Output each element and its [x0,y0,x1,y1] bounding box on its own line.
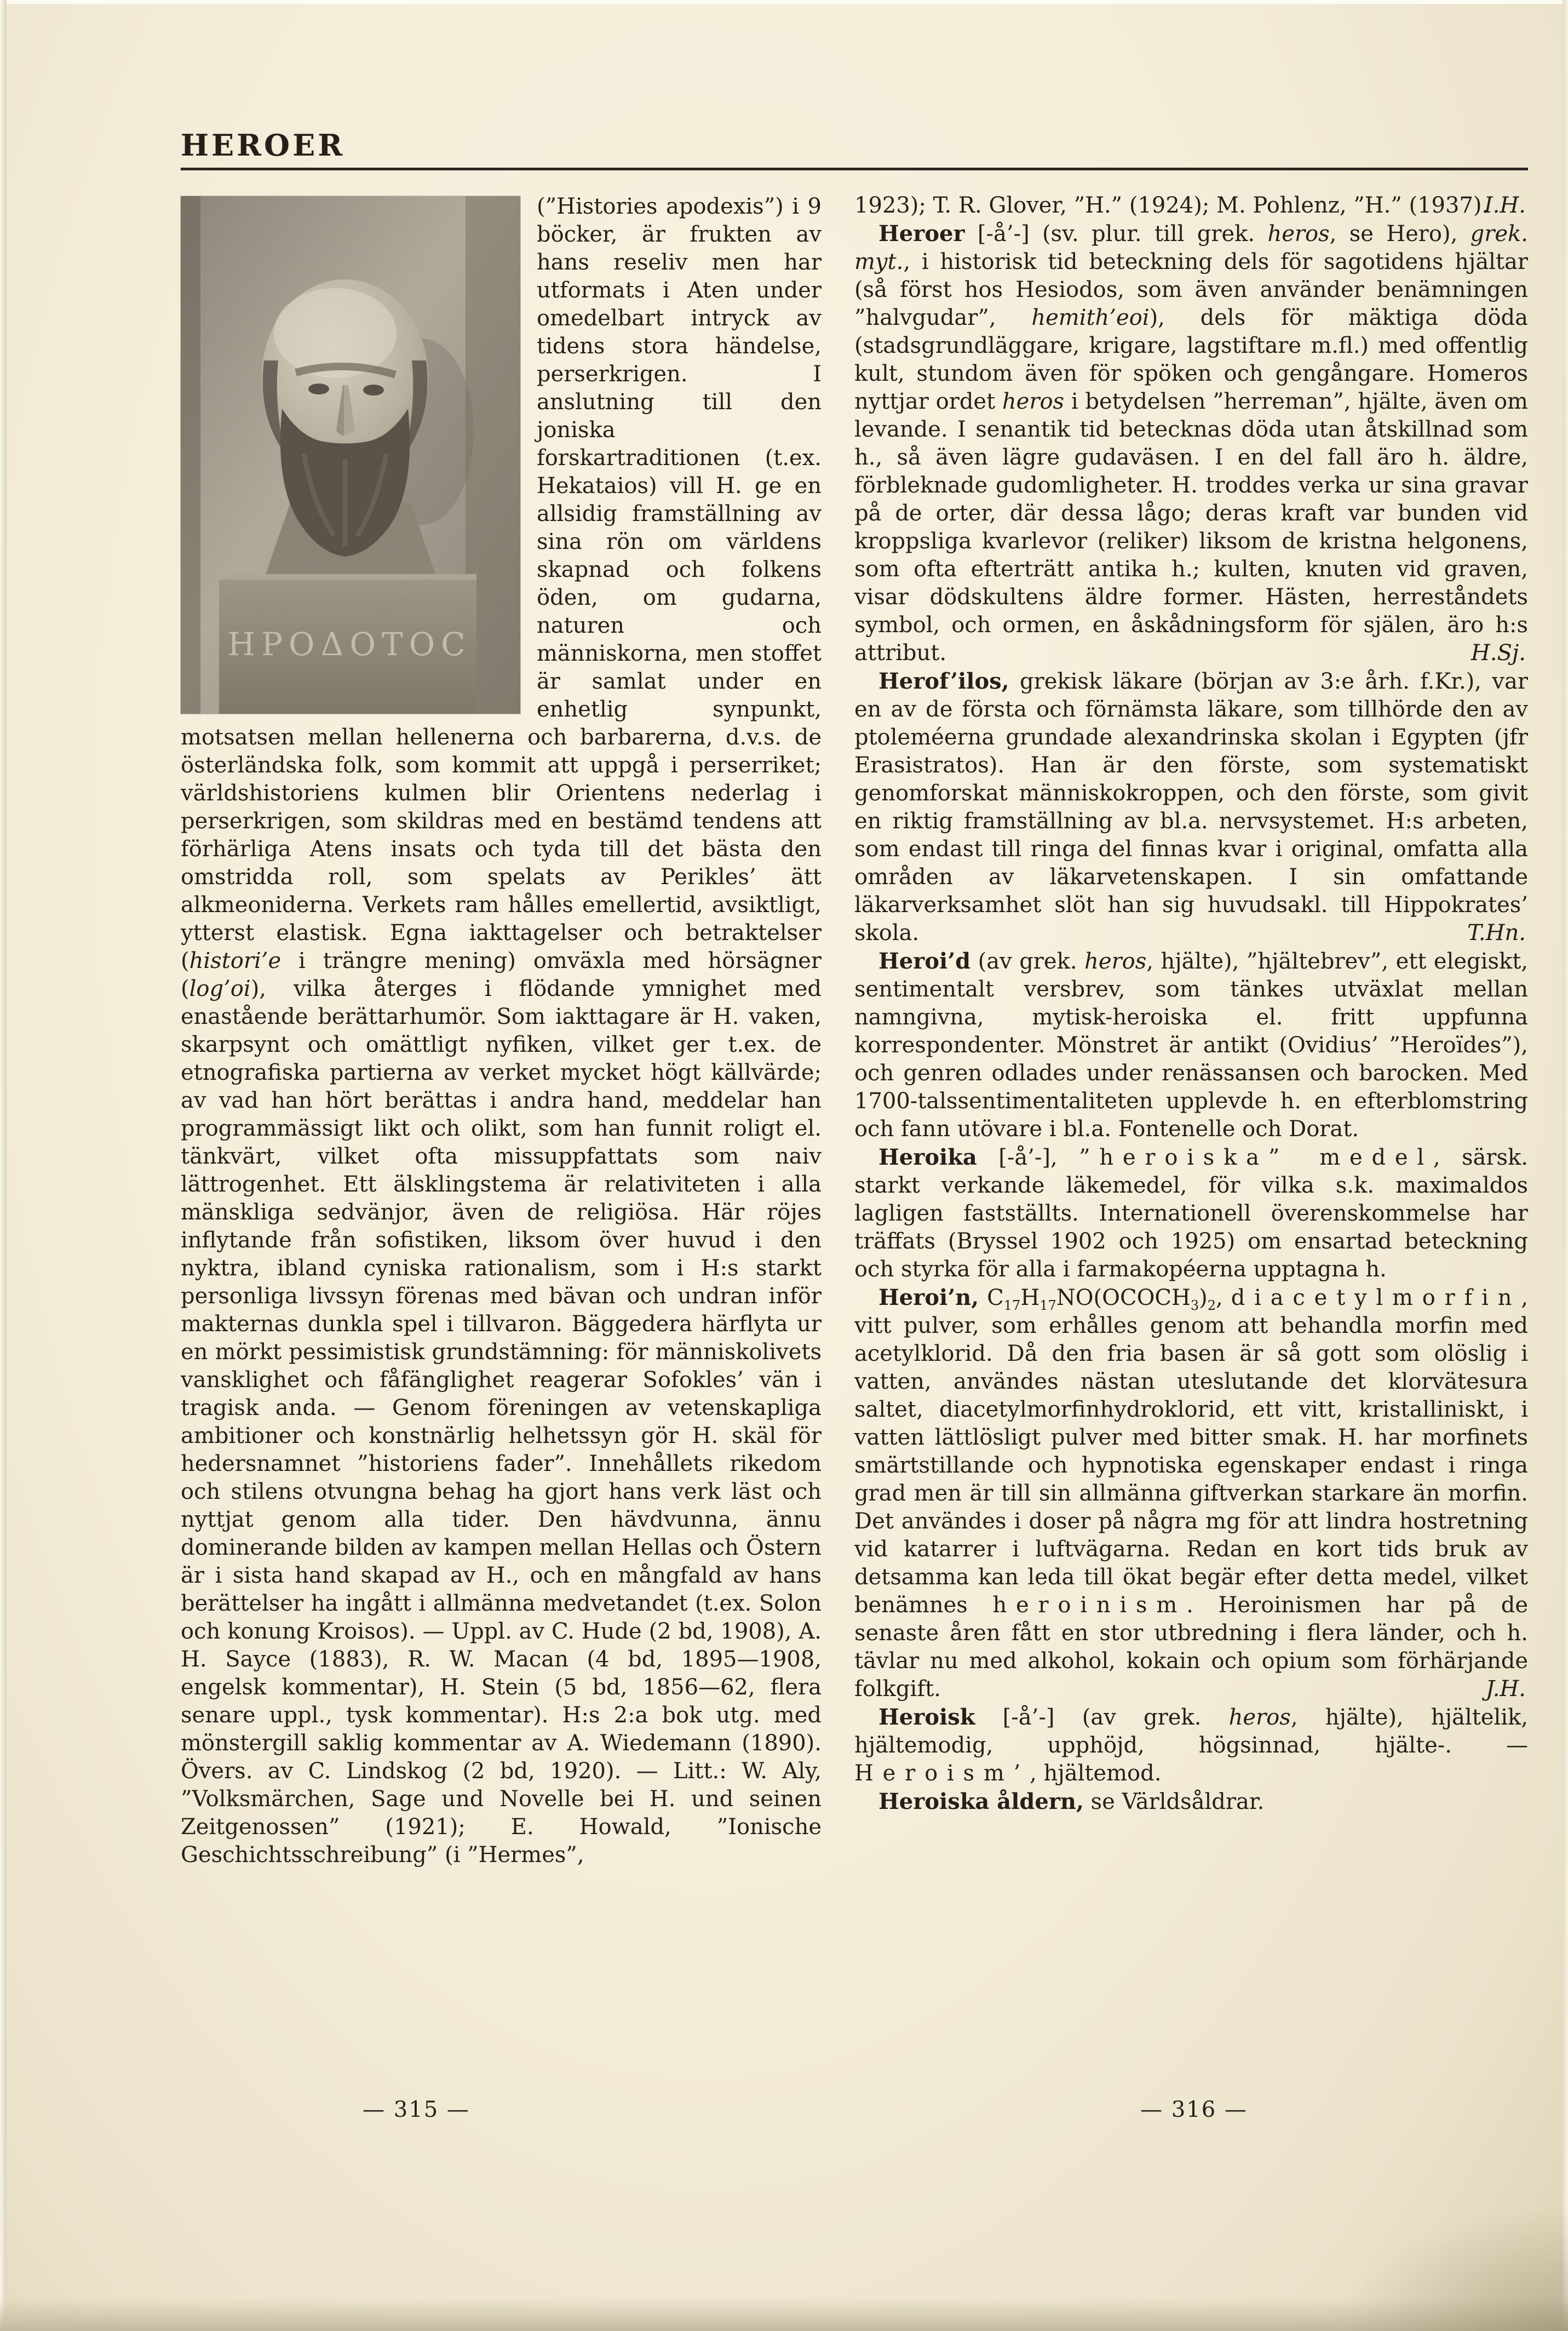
author-initials: J.H. [1485,1676,1526,1702]
entry-heroer: Heroer [-å’-] (sv. plur. till grek. heros, se Hero), grek. myt., i historisk tid beteckning dels för sagotidens hjältar (så först hos Hesiodos, som även använder benämningen ”halvgudar”, hemith’eoi), dels för mäktiga döda (stadsgrundläggare, krigare, lagstiftare m.fl.) med offentlig kult, stundom även för spöken och gengångare. Homeros nyttjar ordet heros i betydelsen ”herreman”, hjälte, även om levande. I senantik tid betecknas döda utan åtskillnad som h., så även lägre gudaväsen. I en del fall äro h. äldre, förbleknade gudomligheter. H. troddes verka ur sina gravar på de orter, där dessa lågo; deras kraft var bunden vid kroppsliga kvarlevor (reliker) liksom de kristna helgonens, som ofta efterträtt antika h.; kulten, knuten vid graven, visar dödskultens äldre former. Hästen, herreståndets symbol, och ormen, en åskådningsform för själen, äro h:s attribut. H.Sj. [854,220,1528,667]
entry-heroisk: Heroisk [-å’-] (av grek. heros, hjälte), hjältelik, hjältemodig, upphöjd, högsinnad, hjälte-. — Heroism’, hjältemod. [854,1704,1528,1786]
page-number-left: — 315 — [363,2097,470,2122]
author-initials: I.H. [1484,193,1526,218]
page-edge-right [1563,0,1568,2331]
page-edge-bottom [0,2298,1568,2331]
running-head: HEROER [181,128,346,163]
entry-herofilos: Herof’ilos, grekisk läkare (början av 3:e årh. f.Kr.), var en av de första och förnämsta läkare, som tillhörde den av ptoleméerna grundade alexandrinska skolan i Egypten (jfr Erasistratos). Han är den förste, som systematiskt genomforskat människokroppen, och den förste, som givit en riktig framställning av bl.a. nervsystemet. H:s arbeten, som endast till ringa del finnas kvar i original, omfatta alla områden av läkarvetenskapen. I sin omfattande läkarverksamhet slöt han sig huvudsakl. till Hippokrates’ skola. T.Hn. [854,667,1528,947]
page-corner-shadow [1338,2205,1568,2331]
page-edge-left [0,0,7,2331]
entry-heroika: Heroika [-å’-], ”heroiska” medel, särsk. starkt verkande läkemedel, för vilka s.k. maximaldos lagligen fastställts. Internationell överenskommelse har träffats (Bryssel 1902 och 1925) om ensartad beteckning och styrka för alla i farmakopéerna upptagna h. [854,1144,1528,1282]
page-edge-top [0,0,1568,4]
left-column [181,193,822,1869]
entry-heroin: Heroi’n, $C_{17}H_{17}NO(OCOCH_3)_2$, diacetylmorfin, vitt pulver, som erhålles genom att behandla morfin med acetylklorid. Då den fria basen är så gott som olöslig i vatten, användes nästan uteslutande det klorvätesura saltet, diacetylmorfinhydroklorid, ett vitt, kristalliniskt, i vatten lättlösligt pulver med bitter smak. H. har morfinets smärtstillande och hypnotiska egenskaper endast i ringa grad men är till sin allmänna giftverkan starkare än morfin. Det användes i doser på några mg för att lindra hostretning vid katarrer i luftvägarna. Redan en kort tids bruk av detsamma kan leda till ökat begär efter detta medel, vilket benämnes heroinism. Heroinismen har på de senaste åren fått en stor utbredning i flera länder, och h. tävlar nu med alkohol, kokain och opium som förhärjande folkgift. J.H. [854,1284,1528,1703]
author-initials: T.Hn. [1467,920,1526,946]
article-herodotos-continuation: (”Histories apodexis”) i 9 böcker, är frukten av hans reseliv men har utformats i Aten under omedelbart intryck av tidens stora händelse, perserkrigen. I anslutning till den joniska forskartraditionen (t.ex. Hekataios) vill H. ge en allsidig framställning av sina rön om världens skapnad och folkens öden, om gudarna, naturen och människorna, men stoffet är samlat under en enhetlig synpunkt, motsatsen mellan hellenerna och barbarerna, d.v.s. de österländska folk, som kommit att uppgå i perserriket; världshistoriens kulmen blir Orientens nederlag i perserkrigen, som skildras med en bestämd tendens att förhärliga Atens insats och tyda till det bästa den omstridda roll, som spelats av Perikles’ ätt alkmeoniderna. Verkets ram hålles emellertid, avsiktligt, ytterst elastisk. Egna iakttagelser och betraktelser (histori’e i trängre mening) omväxla med hörsägner (log’oi), vilka återges i flödande ymnighet med enastående berättarhumör. Som iakttagare är H. vaken, skarpsynt och omättligt nyfiken, vilket ger t.ex. de etnografiska partierna av verket mycket högt källvärde; av vad han hört berättas i andra hand, meddelar han programmässigt likt och olikt, som han funnit roligt el. tänkvärt, vilket ofta missuppfattats som naiv lättrogenhet. Ett älsklingstema är relativiteten i alla mänskliga sedvänjor, även de religiösa. Här röjes inflytande från sofistiken, liksom över huvud i den nyktra, ibland cyniska rationalism, som i H:s starkt personliga livssyn förenas med bävan och undran inför makternas dunkla spel i tillvaron. Bäggedera härflyta ur en mörkt pessimistisk grundstämning: för människolivets vansklighet och fåfänglighet reagerar Sofokles’ vän i tragisk anda. — Genom föreningen av vetenskapliga ambitioner och konstnärlig helhetssyn gör H. skäl för hedersnamnet ”historiens fader”. Innehållets rikedom och stilens otvungna behag ha gjort hans verk läst och nyttjat genom alla tider. Den hävdvunna, ännu dominerande bilden av kampen mellan Hellas och Östern är i sista hand skapad av H., och en mångfald av hans berättelser ha ingått i allmänna medvetandet (t.ex. Solon och konung Kroisos). — Uppl. av C. Hude (2 bd, 1908), A. H. Sayce (1883), R. W. Macan (4 bd, 1895—1908, engelsk kommentar), H. Stein (5 bd, 1856—62, flera senare uppl., tysk kommentar). H:s 2:a bok utg. med mönstergill saklig kommentar av A. Wiedemann (1890). Övers. av C. Lindskog (2 bd, 1920). — Litt.: W. Aly, ”Volksmärchen, Sage und Novelle bei H. und seinen Zeitgenossen” (1921); E. Howald, ”Ionische Geschichtsschreibung” (i ”Hermes”, [181,194,822,1868]
entry-heroid: Heroi’d (av grek. heros, hjälte), ”hjältebrev”, ett elegiskt, sentimentalt versbrev, som tänkes utväxlat mellan namngivna, mytisk-heroiska el. fritt uppfunna korrespondenter. Mönstret är antikt (Ovidius’ ”Heroïdes”), och genren odlades under renässansen och barocken. Med 1700-talssentimentaliteten upplevde h. en efterblomstring och fann utövare i bl.a. Fontenelle och Dorat. [854,948,1529,1142]
right-column [854,192,1528,1816]
header-rule [181,168,1528,170]
author-initials: H.Sj. [1471,640,1526,666]
entry-herodotos-bibliography-end: 1923); T. R. Glover, ”H.” (1924); M. Pohlenz, ”H.” (1937). I.H. [854,192,1528,220]
page-number-right: — 316 — [1140,2097,1248,2122]
entry-heroiska-aldern: Heroiska åldern, se Världsåldrar. [878,1789,1265,1814]
